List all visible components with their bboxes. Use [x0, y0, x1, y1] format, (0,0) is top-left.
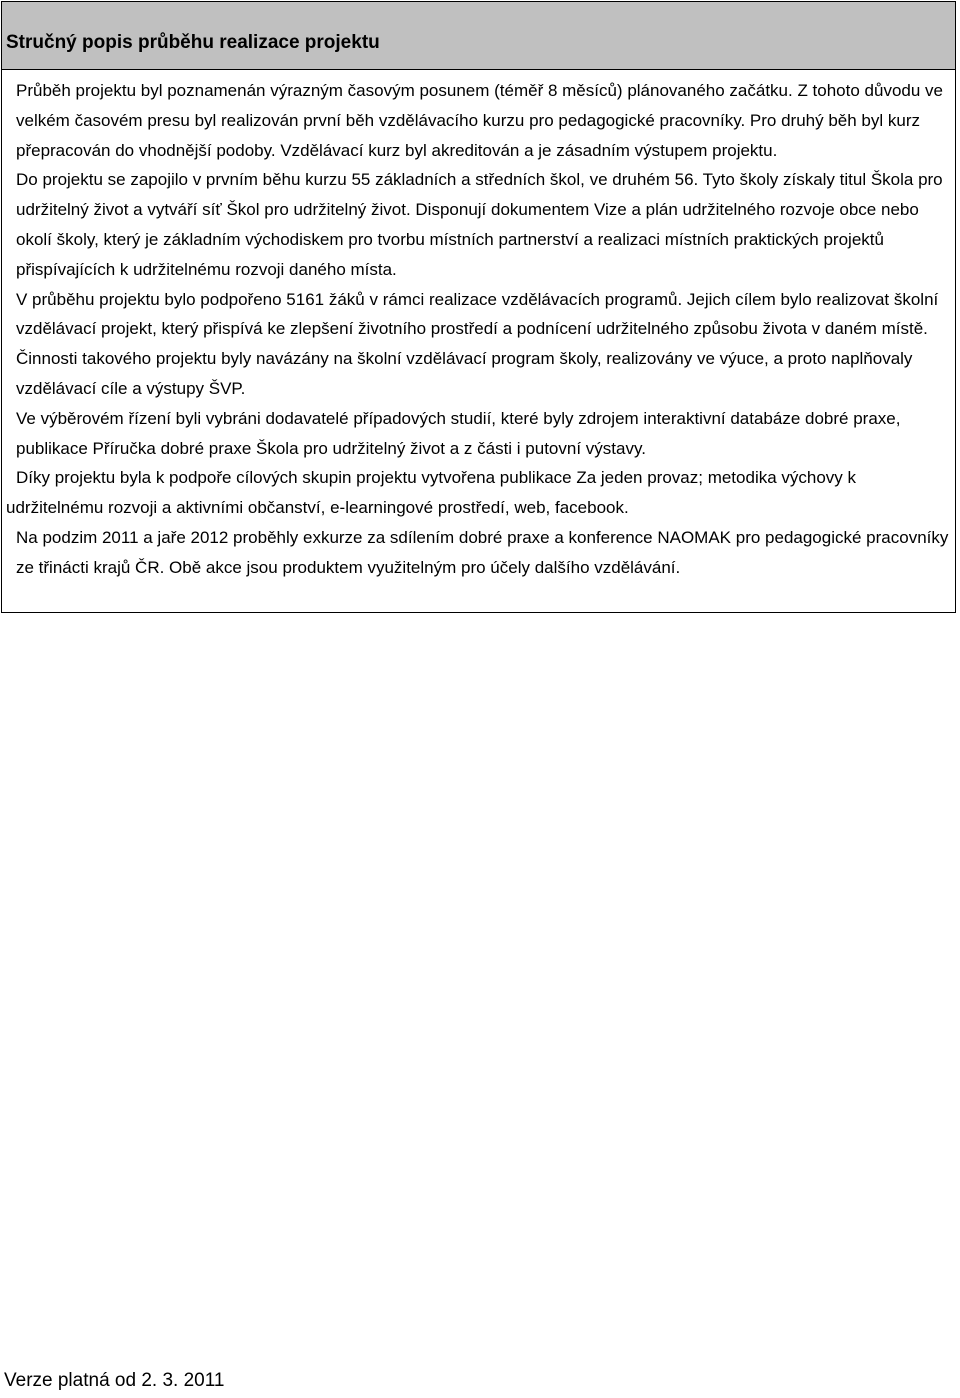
paragraph-pupils: V průběhu projektu bylo podpořeno 5161 žáků v rámci realizace vzdělávacích programů. Jejich cílem bylo realizovat školní vzdělávací projekt, který přispívá ke zlepšení životního prostředí a podnícení udržitelného způsobu života v daném místě. Činnosti takového projektu byly navázány na školní vzdělávací program školy, realizovány ve výuce, a proto naplňovaly vzdělávací cíle a výstupy ŠVP. [16, 289, 939, 398]
paragraph-timeline: Průběh projektu byl poznamenán výrazným časovým posunem (téměř 8 měsíců) plánovaného začátku. Z tohoto důvodu ve velkém časovém presu byl realizován první běh vzdělávacího kurzu pro pedagogické pracovníky. Pro druhý běh byl kurz přepracován do vhodnější podoby. Vzdělávací kurz byl akreditován a je zásadním výstupem projektu. [16, 81, 943, 160]
section-header [2, 2, 955, 70]
project-summary-box [1, 1, 956, 613]
paragraph-schools: Do projektu se zapojilo v prvním běhu kurzu 55 základních a středních škol, ve druhém 56. Tyto školy získaly titul Škola pro udržitelný život a vytváří síť Škol pro udržitelný život. Disponují dokumentem Vize a plán udržitelného rozvoje obce nebo okolí školy, který je základním východiskem pro tvorbu místních partnerství a realizaci místních praktických projektů přispívajících k udržitelnému rozvoji daného místa. [16, 170, 943, 279]
section-body [2, 70, 955, 583]
paragraph-excursions: Na podzim 2011 a jaře 2012 proběhly exkurze za sdílením dobré praxe a konference NAOMAK pro pedagogické pracovníky ze třinácti krajů ČR. Obě akce jsou produktem využitelným pro účely dalšího vzdělávání. [16, 527, 949, 577]
paragraph-suppliers: Ve výběrovém řízení byli vybráni dodavatelé případových studií, které byly zdrojem interaktivní databáze dobré praxe, publikace Příručka dobré praxe Škola pro udržitelný život a z části i putovní výstavy. [16, 408, 901, 458]
section-title: Stručný popis průběhu realizace projektu [6, 32, 380, 53]
version-footer: Verze platná od 2. 3. 2011 [4, 1370, 225, 1391]
paragraph-publication: Díky projektu byla k podpoře cílových skupin projektu vytvořena publikace Za jeden provaz; metodika výchovy k udržitelnému rozvoji a aktivními občanství, e-learningové prostředí, web, facebook. [6, 468, 857, 518]
